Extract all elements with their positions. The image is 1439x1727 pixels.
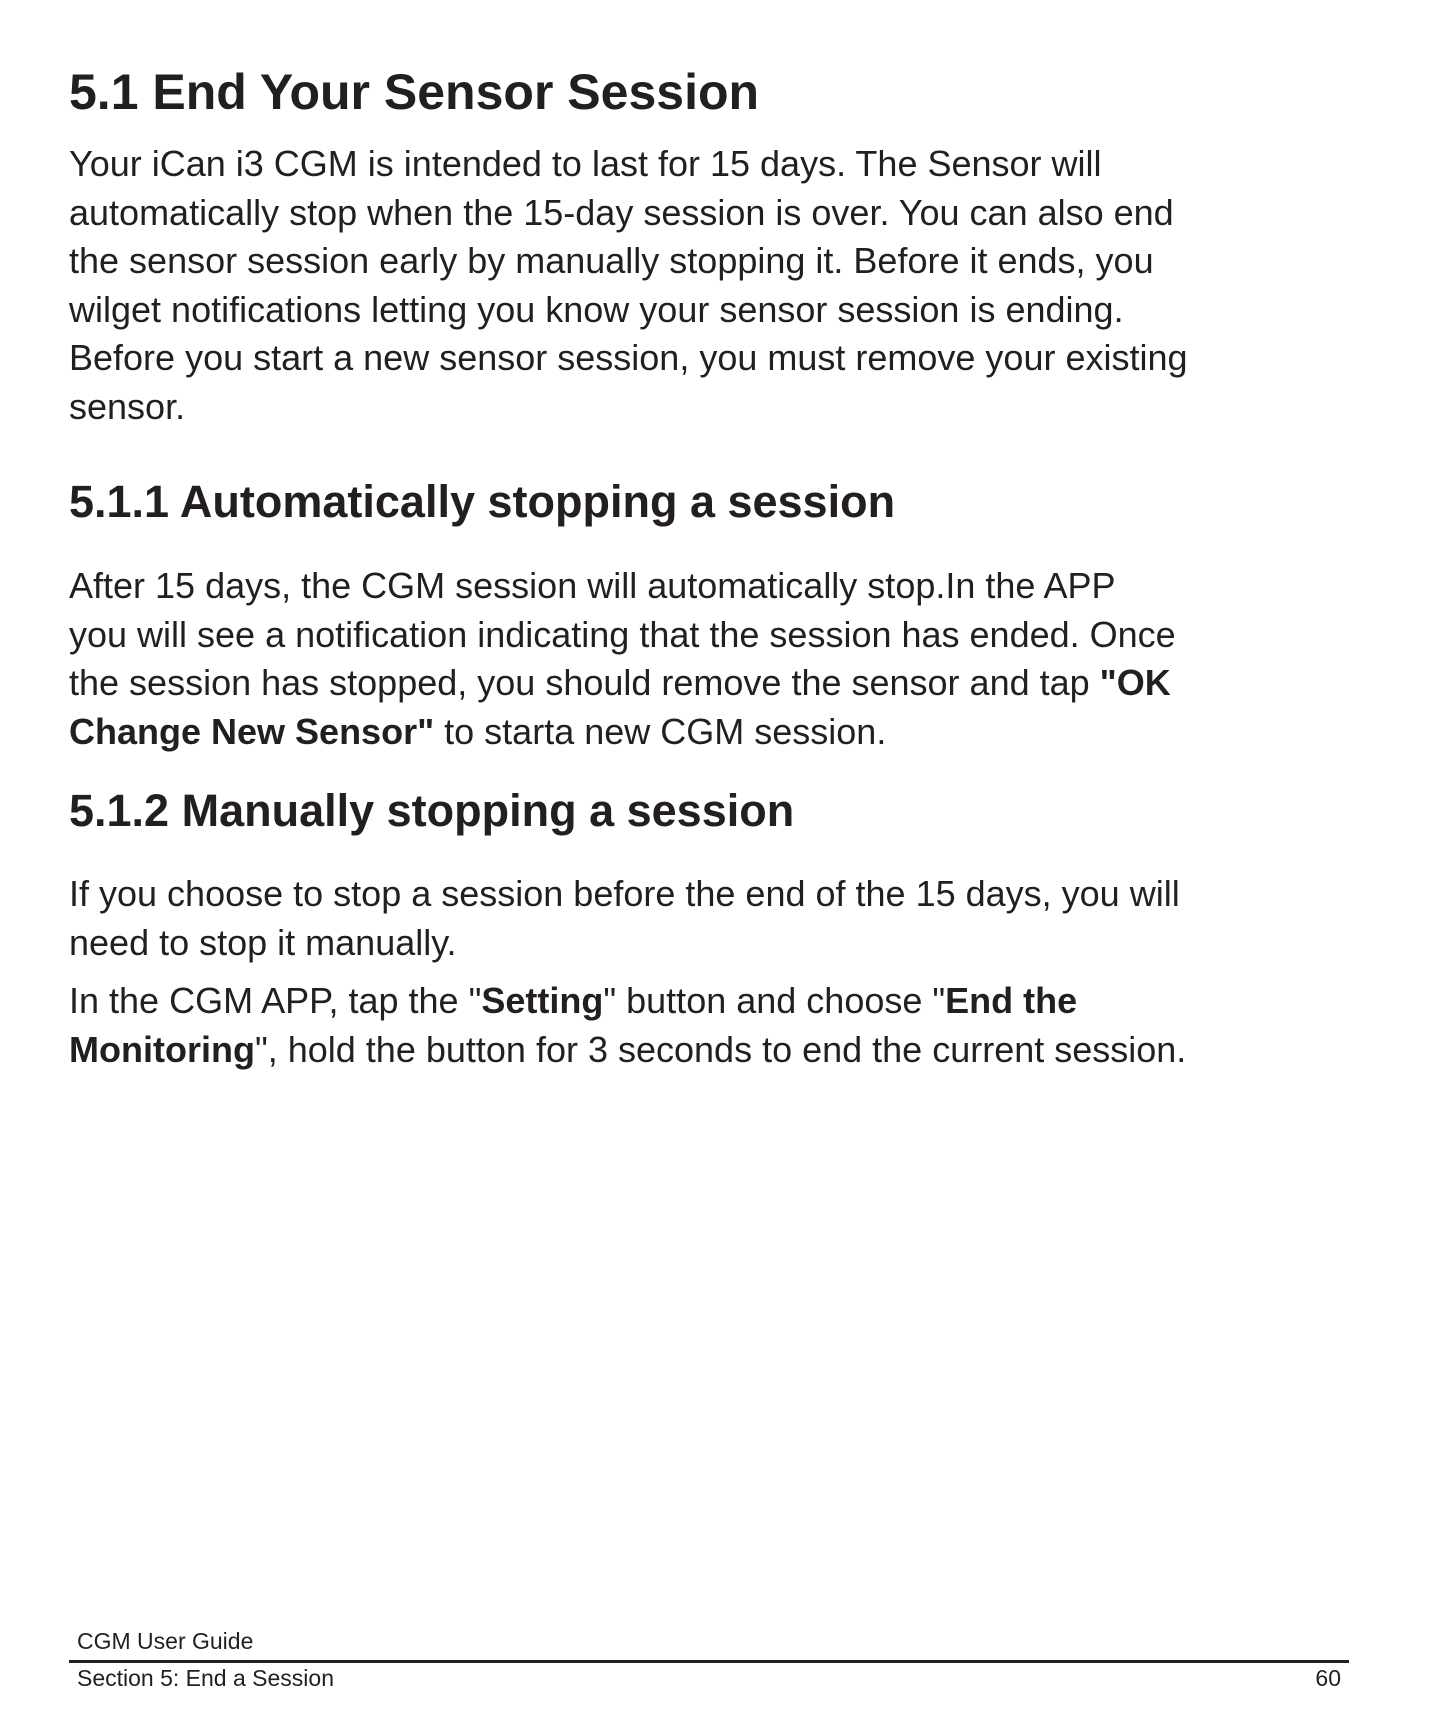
auto-line: After 15 days, the CGM session will automatically stop.In the APP [69,565,1116,606]
intro-line: the sensor session early by manually stopping it. Before it ends, you [69,240,1154,281]
subsection-auto-title: 5.1.1 Automatically stopping a session [69,476,896,527]
page-number: 60 [1315,1665,1341,1691]
footer-divider [69,1660,1349,1663]
auto-line-text: to starta new CGM session. [434,710,887,752]
intro-paragraph [69,140,1188,431]
end-monitoring-label-start: End the [945,980,1078,1021]
intro-line: Before you start a new sensor session, you must remove your existing [69,337,1188,378]
auto-paragraph [69,562,1176,756]
end-monitoring-label-end: Monitoring [69,1028,255,1070]
manual-line [69,1026,1186,1075]
footer-section-label: Section 5: End a Session [77,1665,334,1691]
manual-line: need to stop it manually. [69,921,457,963]
manual-line: If you choose to stop a session before the end of the 15 days, you will [69,873,1180,914]
manual-paragraph-1 [69,870,1180,967]
setting-button-label: Setting [481,980,604,1021]
intro-line: automatically stop when the 15-day session is over. You can also end [69,191,1174,233]
intro-line: wilget notifications letting you know your sensor session is ending. [69,288,1124,330]
intro-line: sensor. [69,385,186,427]
ok-change-sensor-label-start: "OK [1099,662,1171,703]
intro-line: Your iCan i3 CGM is intended to last for 15 days. The Sensor will [69,143,1102,184]
section-title: 5.1 End Your Sensor Session [69,64,760,120]
ok-change-sensor-label-end: Change New Sensor" [69,710,435,752]
manual-line [69,977,1186,1026]
auto-line [69,708,1176,757]
subsection-manual-title: 5.1.2 Manually stopping a session [69,785,795,836]
manual-line-text: In the CGM APP, tap the " [69,980,482,1021]
manual-line-text: " button and choose " [603,980,946,1021]
auto-line-text: the session has stopped, you should remove the sensor and tap [69,662,1100,703]
footer-guide-title: CGM User Guide [77,1628,254,1654]
auto-line [69,659,1176,708]
manual-line-text: ", hold the button for 3 seconds to end the current session. [254,1028,1187,1070]
manual-paragraph-2 [69,977,1186,1074]
auto-line: you will see a notification indicating that the session has ended. Once [69,613,1176,655]
